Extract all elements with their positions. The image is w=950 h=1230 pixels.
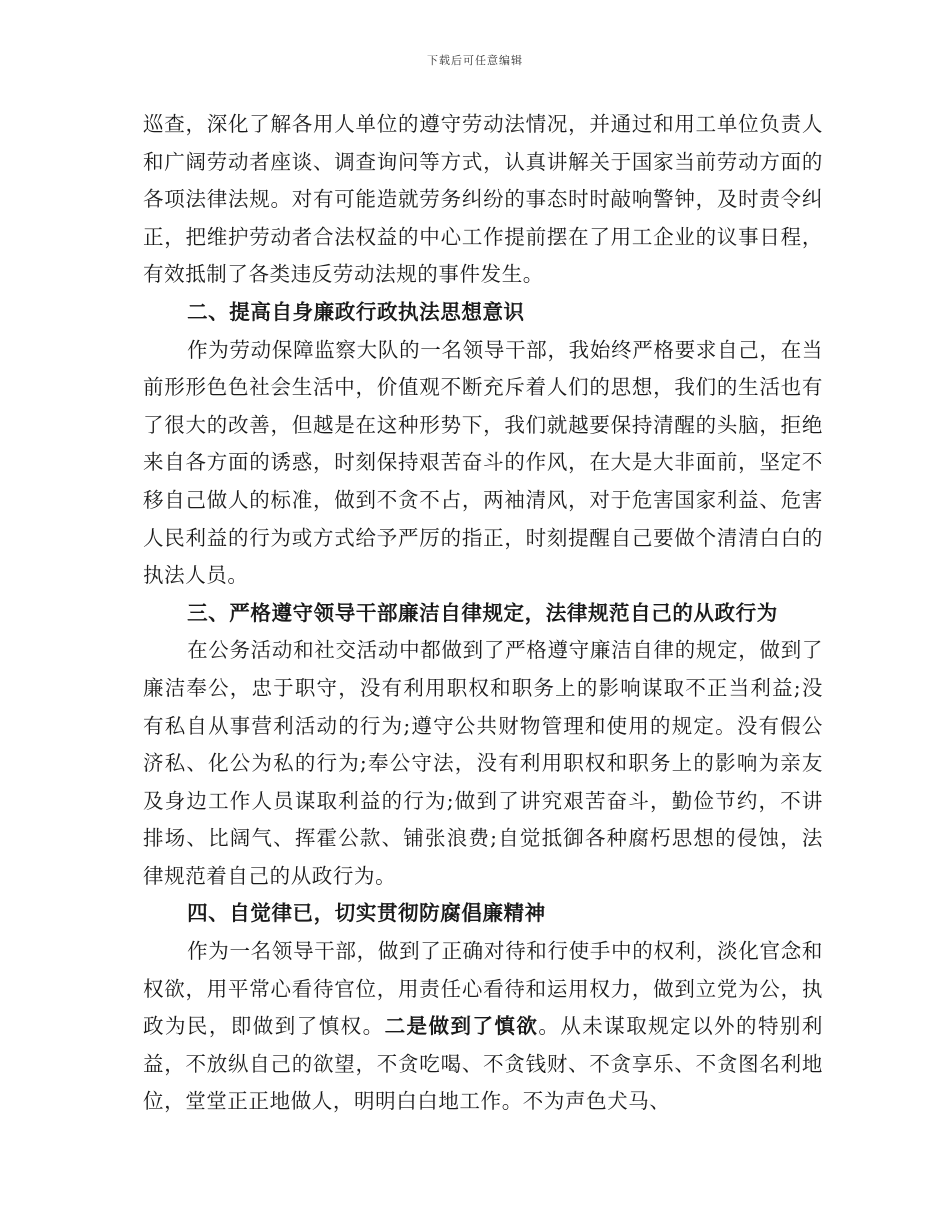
document-body xyxy=(143,106,823,1121)
paragraph-section-4 xyxy=(143,933,823,1121)
paragraph-continued: 巡查，深化了解各用人单位的遵守劳动法情况，并通过和用工单位负责人和广阔劳动者座谈、调查询问等方式，认真讲解关于国家当前劳动方面的各项法律法规。对有可能造就劳务纠纷的事态时时敲响警钟，及时责令纠正，把维护劳动者合法权益的中心工作提前摆在了用工企业的议事日程，有效抵制了各类违反劳动法规的事件发生。 xyxy=(143,112,823,287)
paragraph-section-4-bold-phrase: 二是做到了慎欲 xyxy=(384,1014,539,1039)
paragraph-section-3: 在公务活动和社交活动中都做到了严格遵守廉洁自律的规定，做到了廉洁奉公，忠于职守，没有利用职权和职务上的影响谋取不正当利益;没有私自从事营利活动的行为;遵守公共财物管理和使用的规定。没有假公济私、化公为私的行为;奉公守法，没有利用职权和职务上的影响为亲友及身边工作人员谋取利益的行为;做到了讲究艰苦奋斗，勤俭节约，不讲排场、比阔气、挥霍公款、铺张浪费;自觉抵御各种腐朽思想的侵蚀，法律规范着自己的从政行为。 xyxy=(143,638,823,888)
section-heading-2: 二、提高自身廉政行政执法思想意识 xyxy=(187,299,525,324)
section-heading-3: 三、严格遵守领导干部廉洁自律规定，法律规范自己的从政行为 xyxy=(187,600,778,625)
paragraph-section-4-part-b: 。从未谋取规定以外的特别利益，不放纵自己的欲望，不贪吃喝、不贪钱财、不贪享乐、不贪图名利地位，堂堂正正地做人，明明白白地工作。不为声色犬马、 xyxy=(143,1014,823,1114)
section-heading-4: 四、自觉律已，切实贯彻防腐倡廉精神 xyxy=(187,901,546,926)
page-header: 下载后可任意编辑 xyxy=(427,54,523,67)
paragraph-section-2: 作为劳动保障监察大队的一名领导干部，我始终严格要求自己，在当前形形色色社会生活中，价值观不断充斥着人们的思想，我们的生活也有了很大的改善，但越是在这种形势下，我们就越要保持清醒的头脑，拒绝来自各方面的诱惑，时刻保持艰苦奋斗的作风，在大是大非面前，坚定不移自己做人的标准，做到不贪不占，两袖清风，对于危害国家利益、危害人民利益的行为或方式给予严厉的指正，时刻提醒自己要做个清清白白的执法人员。 xyxy=(143,337,823,588)
paragraph-section-4-part-a: 作为一名领导干部，做到了正确对待和行使手中的权利，淡化官念和权欲，用平常心看待官位，用责任心看待和运用权力，做到立党为公，执政为民，即做到了慎权。 xyxy=(143,939,823,1039)
